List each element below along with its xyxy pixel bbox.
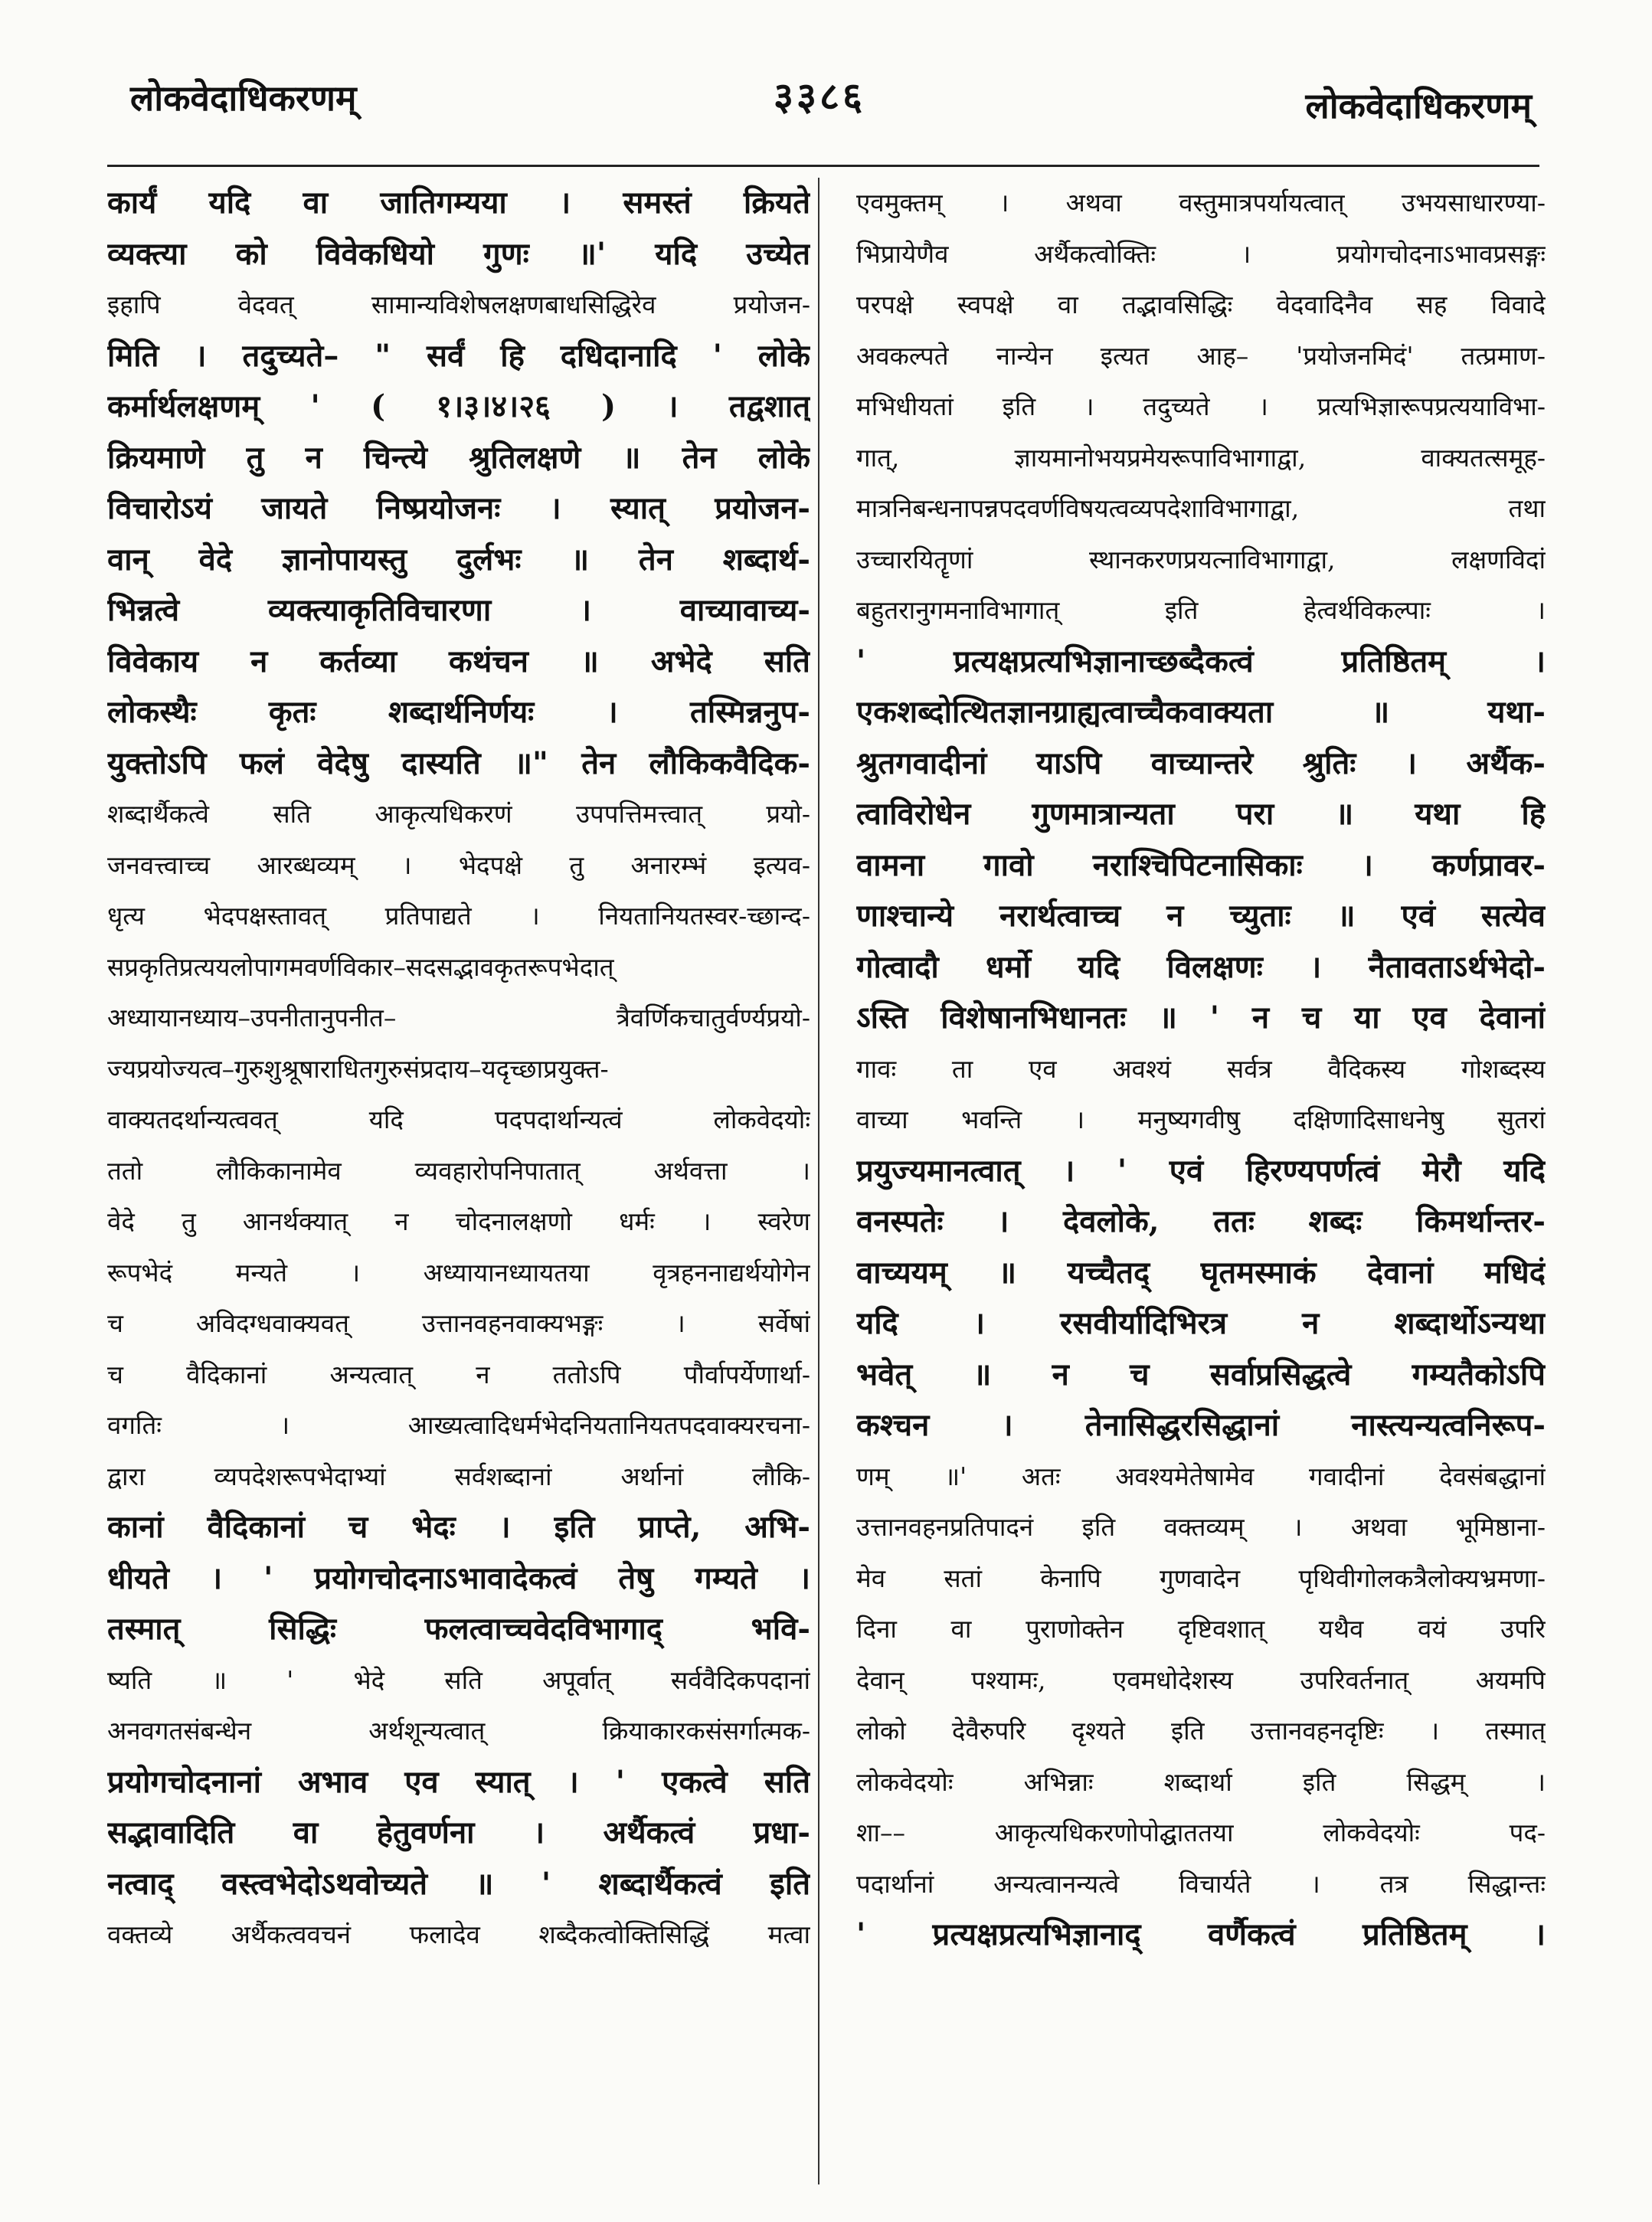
- text-line: धीयते । ' प्रयोगचोदनाऽभावादेकत्वं तेषु गम्यते ।: [107, 1559, 810, 1596]
- text-line: देवान् पश्यामः, एवमधोदेशस्य उपरिवर्तनात् अयमपि: [856, 1664, 1546, 1695]
- running-title-right: लोकवेदाधिकरणम्: [1305, 85, 1532, 126]
- text-line: च अविदग्धवाक्यवत् उत्तानवहनवाक्यभङ्गः । सर्वेषां: [107, 1308, 810, 1338]
- text-line: अनवगतसंबन्धेन अर्थशून्यत्वात् क्रियाकारकसंसर्गात्मक-: [107, 1716, 810, 1746]
- column-divider: [818, 178, 819, 2184]
- text-line: णाश्चान्ये नरार्थत्वाच्च न च्युताः ॥ एवं सत्येव: [856, 898, 1546, 934]
- text-line: विचारोऽयं जायते निष्प्रयोजनः । स्यात् प्रयोजन-: [107, 490, 810, 526]
- text-line: गोत्वादौ धर्मो यदि विलक्षणः । नैतावताऽर्थभेदो-: [856, 948, 1546, 985]
- text-line: वेदे तु आनर्थक्यात् न चोदनालक्षणो धर्मः । स्वरेण: [107, 1206, 810, 1236]
- text-line: एवमुक्तम् । अथवा वस्तुमात्रपर्यायत्वात् उभयसाधारण्या-: [856, 188, 1546, 218]
- text-line: भवेत् ॥ न च सर्वाप्रसिद्धत्वे गम्यतैकोऽपि: [856, 1356, 1546, 1392]
- text-line: त्वाविरोधेन गुणमात्रान्यता परा ॥ यथा हि: [856, 796, 1546, 832]
- text-line: वामना गावो नराश्चिपिटनासिकाः । कर्णप्रावर-: [856, 846, 1546, 883]
- text-line: लोकस्थैः कृतः शब्दार्थनिर्णयः । तस्मिन्ननुप-: [107, 694, 810, 730]
- text-line: वनस्पतेः । देवलोके, ततः शब्दः किमर्थान्तर-: [856, 1203, 1546, 1239]
- text-line: मिति । तदुच्यते– " सर्वं हि दधिदानादि ' लोके: [107, 337, 810, 374]
- right-column: [856, 178, 1546, 1961]
- text-line: एकशब्दोत्थितज्ञानग्राह्यत्वाच्चैकवाक्यता ॥ यथा-: [856, 694, 1546, 730]
- text-line: दिना वा पुराणोक्तेन दृष्टिवशात् यथैव वयं उपरि: [856, 1614, 1546, 1644]
- text-line: भिप्रायेणैव अर्थैकत्वोक्तिः । प्रयोगचोदनाऽभावप्रसङ्गः: [856, 238, 1546, 269]
- text-line: च वैदिकानां अन्यत्वात् न ततोऽपि पौर्वापर्येणार्था-: [107, 1359, 810, 1389]
- text-line: नत्वाद् वस्त्वभेदोऽथवोच्यते ॥ ' शब्दार्थैकत्वं इति: [107, 1865, 810, 1902]
- text-line: लोको देवैरुपरि दृश्यते इति उत्तानवहनदृष्टिः । तस्मात्: [856, 1716, 1546, 1746]
- text-line: गावः ता एव अवश्यं सर्वत्र वैदिकस्य गोशब्दस्य: [856, 1053, 1546, 1084]
- text-line: ज्यप्रयोज्यत्व–गुरुशुश्रूषाराधितगुरुसंप्रदाय–यदृच्छाप्रयुक्त-: [107, 1053, 609, 1084]
- text-line: गात्, ज्ञायमानोभयप्रमेयरूपाविभागाद्वा, वाक्यतत्समूह-: [856, 442, 1546, 473]
- text-line: परपक्षे स्वपक्षे वा तद्भावसिद्धिः वेदवादिनैव सह विवादे: [856, 290, 1546, 319]
- text-line: ' प्रत्यक्षप्रत्यभिज्ञानाद् वर्णैकत्वं प्रतिष्ठितम् ।: [856, 1916, 1546, 1952]
- text-line: वाच्या भवन्ति । मनुष्यगवीषु दक्षिणादिसाधनेषु सुतरां: [856, 1104, 1546, 1134]
- text-line: युक्तोऽपि फलं वेदेषु दास्यति ॥" तेन लौकिकवैदिक-: [107, 744, 810, 781]
- text-line: ष्यति ॥ ' भेदे सति अपूर्वात् सर्ववैदिकपदानां: [107, 1664, 810, 1695]
- text-line: बहुतरानुगमनाविभागात् इति हेत्वर्थविकल्पाः ।: [856, 595, 1546, 625]
- text-line: शब्दार्थैकत्वे सति आकृत्यधिकरणं उपपत्तिमत्त्वात् प्रयो-: [107, 799, 810, 829]
- text-line: प्रयुज्यमानत्वात् । ' एवं हिरण्यपर्णत्वं मेरौ यदि: [856, 1152, 1546, 1189]
- text-line: कश्चन । तेनासिद्धरसिद्धानां नास्त्यन्यत्वनिरूप-: [856, 1407, 1546, 1443]
- header-rule: [107, 165, 1539, 167]
- text-line: ' प्रत्यक्षप्रत्यभिज्ञानाच्छब्दैकत्वं प्रतिष्ठितम् ।: [856, 643, 1546, 679]
- text-line: अवकल्पते नान्येन इत्यत आह– 'प्रयोजनमिदं' तत्प्रमाण-: [856, 340, 1546, 371]
- text-line: ततो लौकिकानामेव व्यवहारोपनिपातात् अर्थवत्ता ।: [107, 1155, 810, 1186]
- text-line: सप्रकृतिप्रत्ययलोपागमवर्णविकार–सदसद्भावकृतरूपभेदात्: [107, 951, 614, 982]
- text-line: कानां वैदिकानां च भेदः । इति प्राप्ते, अभि-: [107, 1509, 810, 1545]
- text-line: जनवत्त्वाच्च आरब्धव्यम् । भेदपक्षे तु अनारम्भं इत्यव-: [107, 849, 810, 880]
- text-line: कर्मार्थलक्षणम् ' ( १।३।४।२६ ) । तद्वशात्: [107, 388, 810, 424]
- page-number: ३३८६: [774, 74, 865, 119]
- running-title-left: लोकवेदाधिकरणम्: [130, 77, 357, 119]
- text-line: वाक्यतदर्थान्यत्ववत् यदि पदपदार्थान्यत्वं लोकवेदयोः: [107, 1104, 810, 1134]
- text-line: तस्मात् सिद्धिः फलत्वाच्चवेदविभागाद् भवि-: [107, 1611, 810, 1647]
- text-line: शा–– आकृत्यधिकरणोपोद्घाततया लोकवेदयोः पद-: [856, 1818, 1546, 1847]
- text-line: धृत्य भेदपक्षस्तावत् प्रतिपाद्यते । नियतानियतस्वर-च्छान्द-: [107, 901, 810, 931]
- text-line: उच्चारयितॄणां स्थानकरणप्रयत्नाविभागाद्वा, लक्षणविदां: [856, 544, 1546, 574]
- left-column: [107, 178, 810, 1961]
- text-line: वान् वेदे ज्ञानोपायस्तु दुर्लभः ॥ तेन शब्दार्थ-: [107, 541, 810, 578]
- text-line: वगतिः । आख्यत्वादिधर्मभेदनियतानियतपदवाक्यरचना-: [107, 1410, 810, 1440]
- text-line: मात्रनिबन्धनापन्नपदवर्णविषयत्वव्यपदेशाविभागाद्वा, तथा: [856, 493, 1546, 523]
- text-line: उत्तानवहनप्रतिपादनं इति वक्तव्यम् । अथवा भूमिष्ठाना-: [856, 1512, 1546, 1542]
- text-line: द्वारा व्यपदेशरूपभेदाभ्यां सर्वशब्दानां अर्थानां लौकि-: [107, 1461, 810, 1491]
- text-line: मेव सतां केनापि गुणवादेन पृथिवीगोलकत्रैलोक्यभ्रमणा-: [856, 1563, 1546, 1593]
- text-line: लोकवेदयोः अभिन्नाः शब्दार्था इति सिद्धम् ।: [856, 1766, 1546, 1797]
- text-line: ऽस्ति विशेषानभिधानतः ॥ ' न च या एव देवानां: [856, 1000, 1546, 1036]
- text-line: अध्यायानध्याय–उपनीतानुपनीत– त्रैवर्णिकचातुर्वर्ण्यप्रयो-: [107, 1003, 810, 1032]
- text-line: कार्यं यदि वा जातिगम्यया । समस्तं क्रियते: [107, 185, 810, 221]
- text-line: प्रयोगचोदनानां अभाव एव स्यात् । ' एकत्वे सति: [107, 1763, 810, 1800]
- text-line: वाच्ययम् ॥ यच्चैतद् घृतमस्माकं देवानां मधिदं: [856, 1254, 1546, 1291]
- text-line: पदार्थानां अन्यत्वानन्यत्वे विचार्यते । तत्र सिद्धान्तः: [856, 1868, 1546, 1899]
- text-line: यदि । रसवीर्यादिभिरत्र न शब्दार्थोऽन्यथा: [856, 1305, 1546, 1341]
- text-line: णम् ॥' अतः अवश्यमेतेषामेव गवादीनां देवसंबद्धानां: [856, 1461, 1546, 1491]
- page-header: [130, 74, 1532, 142]
- text-line: इहापि वेदवत् सामान्यविशेषलक्षणबाधसिद्धिरेव प्रयोजन-: [107, 290, 810, 319]
- text-line: मभिधीयतां इति । तदुच्यते । प्रत्यभिज्ञारूपप्रत्ययाविभा-: [856, 391, 1546, 421]
- text-line: वक्तव्ये अर्थैकत्ववचनं फलादेव शब्दैकत्वोक्तिसिद्धिं मत्वा: [107, 1919, 810, 1949]
- text-line: भिन्नत्वे व्यक्त्याकृतिविचारणा । वाच्यावाच्य-: [107, 592, 810, 628]
- text-line: क्रियमाणे तु न चिन्त्ये श्रुतिलक्षणे ॥ तेन लोके: [107, 439, 810, 476]
- text-line: श्रुतगवादीनां याऽपि वाच्यान्तरे श्रुतिः । अर्थैक-: [856, 744, 1546, 781]
- text-line: रूपभेदं मन्यते । अध्यायानध्यायतया वृत्रहननाद्यर्थयोगेन: [107, 1257, 810, 1288]
- text-line: सद्भावादिति वा हेतुवर्णना । अर्थैकत्वं प्रधा-: [107, 1815, 810, 1851]
- text-line: व्यक्त्या को विवेकधियो गुणः ॥' यदि उच्येत: [107, 235, 810, 272]
- text-line: विवेकाय न कर्तव्या कथंचन ॥ अभेदे सति: [107, 643, 810, 679]
